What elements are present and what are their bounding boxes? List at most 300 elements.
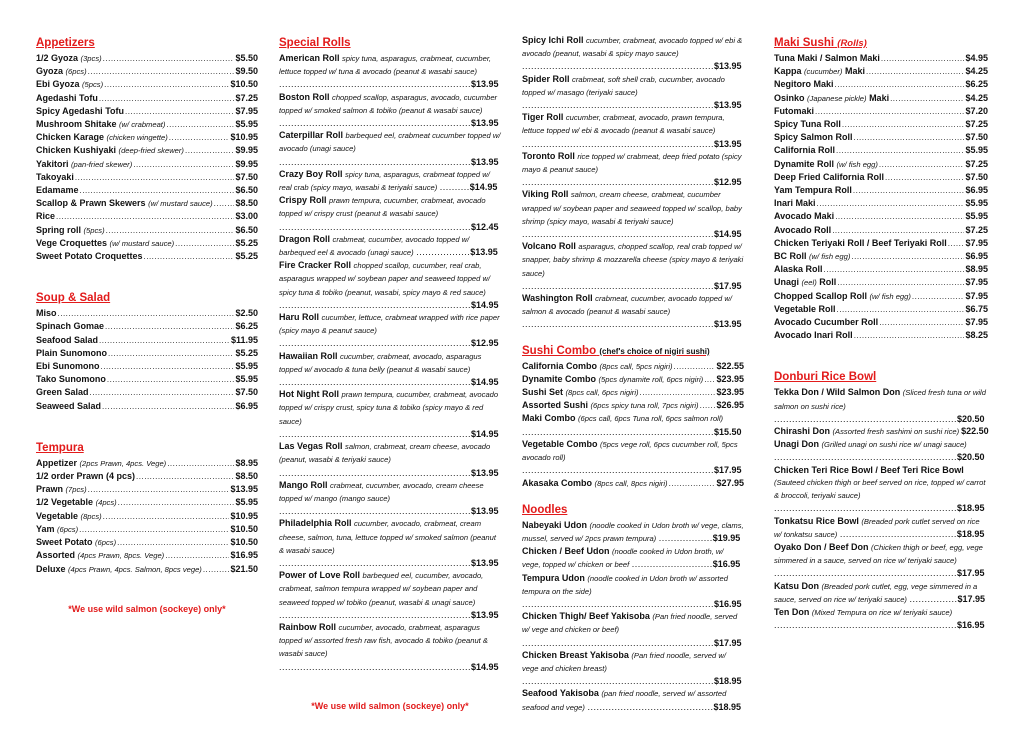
menu-item-leader: [107, 374, 235, 386]
menu-item-row: [36, 563, 258, 576]
menu-item-price: $5.25: [235, 237, 258, 248]
menu-item-name: Avocado Maki: [774, 211, 835, 222]
menu-item-body: [279, 259, 501, 311]
menu-item-row: [36, 373, 258, 386]
menu-item-name: Chicken Kushiyaki: [36, 145, 117, 156]
menu-item-price: $10.95: [230, 132, 258, 143]
menu-item-name: Chirashi Don: [774, 426, 831, 437]
menu-item-price: $7.25: [965, 158, 988, 169]
menu-item: [279, 388, 501, 440]
menu-item-desc: prawn tempura, cucumber, crabmeat, avocado topped w/ crispy crust (peanut & wasabi sauce): [279, 196, 486, 219]
menu-item: [522, 687, 744, 713]
menu-item-price: $5.95: [235, 497, 258, 508]
menu-item-leader: [117, 537, 229, 549]
menu-item: [36, 118, 258, 131]
menu-item-name: Futomaki: [774, 105, 815, 116]
menu-item-desc: (5pcs dynamite roll, 6pcs nigiri): [598, 374, 704, 384]
menu-item-price: $21.50: [230, 563, 258, 574]
menu-item-leader: [56, 211, 234, 223]
menu-item-name: Yakitori: [36, 158, 69, 169]
menu-item-name: Assorted Sushi: [522, 400, 589, 411]
menu-item-price: $4.25: [965, 92, 988, 103]
menu-item-desc: (deep-fried skewer): [118, 146, 184, 156]
menu-item-leader: ................................................................: [279, 79, 472, 90]
menu-item-row: [36, 400, 258, 413]
menu-item-row: [36, 386, 258, 399]
menu-item: [522, 412, 744, 437]
menu-item-leader: .............................................................: [774, 452, 958, 463]
menu-item: [522, 610, 744, 649]
menu-item-price: $7.95: [965, 277, 988, 288]
section-title: [774, 370, 988, 385]
menu-item: [36, 158, 258, 171]
menu-item-leader: ................................................................: [522, 637, 715, 648]
menu-item-desc: crabmeat, cucumber, avocado topped w/ barbequed eel & avocado (unagi sauce): [279, 234, 470, 258]
menu-item: [279, 350, 501, 389]
menu-item: [36, 360, 258, 373]
menu-item: [279, 569, 501, 621]
menu-item-leader: ................................................................: [522, 138, 715, 149]
menu-item-leader: ................................................................: [522, 229, 715, 240]
menu-item: [774, 250, 988, 263]
menu-item-desc: (4pcs Prawn, 8pcs. Vege): [77, 551, 165, 561]
menu-item-price: $11.95: [230, 334, 258, 345]
menu-item-row: [36, 197, 258, 210]
menu-item-name: Avocado Roll: [774, 224, 832, 235]
menu-item-leader: [105, 321, 234, 333]
menu-item-row: [36, 523, 258, 536]
menu-item-price: $6.95: [235, 400, 258, 411]
menu-item-leader: .......................................: [839, 528, 957, 539]
menu-section: [36, 291, 258, 413]
menu-item-row: [36, 510, 258, 523]
menu-item-leader: [79, 524, 229, 536]
menu-item-price: $7.25: [965, 224, 988, 235]
menu-item-body: [279, 440, 501, 479]
menu-item-body: [774, 464, 988, 515]
menu-item: [522, 373, 744, 386]
menu-item-name: Avocado Cucumber Roll: [774, 317, 879, 328]
menu-item-price: $12.95: [471, 338, 499, 349]
menu-item-leader: ................................................................: [279, 467, 472, 478]
menu-item-name: Caterpillar Roll: [279, 130, 344, 141]
menu-item-body: [279, 569, 501, 621]
menu-item-row: [774, 92, 988, 105]
menu-item-price: $18.95: [956, 528, 985, 539]
menu-item-row: [36, 105, 258, 118]
menu-item-desc: (w/ fish egg): [869, 291, 911, 301]
menu-item-name: Spinach Gomae: [36, 321, 105, 332]
menu-item: [774, 606, 988, 631]
menu-item: [774, 52, 988, 65]
menu-item-price: $17.95: [714, 637, 742, 648]
menu-item: [774, 224, 988, 237]
menu-item-name: Philadelphia Roll: [279, 518, 352, 529]
menu-item-row: [774, 425, 988, 438]
menu-item-leader: [144, 251, 235, 263]
menu-item-desc: (Sauteed chicken thigh or beef served on rice, topped w/ carrot & broccoli, teriyaki sauce): [774, 477, 986, 501]
menu-item-leader: ................................................................: [279, 299, 472, 310]
menu-item-leader: [75, 172, 235, 184]
menu-item-row: [36, 78, 258, 91]
menu-item-leader: ...........................: [631, 559, 713, 570]
menu-item: [36, 52, 258, 65]
menu-item-body: [522, 240, 744, 292]
menu-item-price: $10.50: [230, 537, 258, 548]
menu-item-desc: (7pcs): [65, 485, 87, 495]
menu-item-name: Chopped Scallop Roll: [774, 290, 868, 301]
menu-item-leader: [815, 106, 964, 118]
menu-item-price: $7.50: [965, 171, 988, 182]
menu-item-leader: [837, 277, 964, 289]
section-title-text: Soup & Salad: [36, 292, 111, 305]
menu-item-leader: [125, 106, 234, 118]
menu-item-row: [774, 197, 988, 210]
menu-item-leader: [835, 79, 965, 91]
menu-item-price: $10.50: [230, 523, 258, 534]
menu-item-leader: ................................................................: [522, 676, 715, 687]
menu-item-desc: spicy tuna, asparagus, crabmeat topped w/ real crab (spicy mayo, wasabi & teriyaki sauce): [279, 169, 490, 193]
section-title: [774, 36, 988, 51]
menu-item-body: [774, 438, 988, 463]
menu-item-price: $8.95: [235, 457, 258, 468]
menu-item-body: [279, 129, 501, 168]
menu-item-row: [36, 320, 258, 333]
menu-item-desc: (cucumber): [804, 67, 843, 77]
menu-item-leader: ..................: [416, 247, 471, 258]
section-title: [522, 344, 744, 359]
menu-item-price: $2.50: [235, 308, 258, 319]
menu-item-name: Tiger Roll: [522, 112, 564, 123]
menu-item-name: Mushroom Shitake: [36, 119, 117, 130]
menu-item-row: [774, 237, 988, 250]
menu-item-name: Nabeyaki Udon: [522, 519, 588, 530]
menu-item-body: [522, 572, 744, 611]
menu-item-row: [522, 373, 744, 386]
menu-item: [774, 425, 988, 438]
menu-item-leader: ................: [909, 593, 958, 604]
menu-item-leader: [817, 198, 965, 210]
menu-item-price: $13.95: [714, 100, 742, 111]
menu-item-leader: [175, 238, 234, 250]
menu-item-price: $14.95: [471, 377, 499, 388]
menu-item-leader: [674, 361, 716, 373]
menu-item-price: $7.95: [965, 317, 988, 328]
menu-item-price: $16.95: [957, 620, 985, 631]
menu-item-price: $14.95: [471, 299, 499, 310]
menu-item-leader: ................................................................: [279, 506, 472, 517]
menu-item-leader: [104, 79, 229, 91]
menu-item-desc: salmon, cream cheese, crabmeat, cucumber wrapped w/ soybean paper and seaweed topped w/ scallop, baby shrimp (spicy mayo, wasabi & teriyaki sauce): [522, 190, 742, 226]
menu-item-leader: ................................................................: [279, 377, 472, 388]
menu-item: [36, 549, 258, 562]
menu-item-row: [36, 347, 258, 360]
menu-item: [36, 92, 258, 105]
menu-item-name: Rainbow Roll: [279, 621, 336, 632]
menu-item-name: Rice: [36, 211, 56, 222]
menu-item-row: [36, 483, 258, 496]
menu-item-price: $18.95: [957, 503, 985, 514]
menu-item: [774, 78, 988, 91]
menu-item-price: $16.95: [230, 550, 258, 561]
menu-item-name: 1/2 Gyoza: [36, 53, 79, 63]
menu-item-row: [774, 65, 988, 78]
menu-item-desc: (6pcs): [57, 524, 79, 534]
menu-item-price: $5.95: [235, 119, 258, 130]
menu-item-price: $20.50: [957, 452, 985, 463]
menu-item-body: [279, 52, 501, 91]
menu-item: [36, 523, 258, 536]
menu-item: [36, 131, 258, 144]
menu-item: [279, 479, 501, 518]
menu-item-name: Spring roll: [36, 224, 81, 235]
menu-item-price: $3.00: [235, 211, 258, 222]
menu-section: [36, 36, 258, 263]
menu-item-name: Ebi Sunomono: [36, 361, 100, 372]
menu-item-leader: [835, 211, 964, 223]
menu-item-name: Kappa: [774, 66, 802, 77]
section-title-text: Appetizers: [36, 37, 95, 49]
menu-item-leader: [854, 132, 965, 144]
menu-item-name: Tonkatsu Rice Bowl: [774, 515, 859, 526]
menu-item-leader: .............................................................: [774, 568, 958, 579]
menu-item-name: Fire Cracker Roll: [279, 260, 352, 271]
menu-item-price: $15.50: [714, 426, 742, 437]
menu-item-row: [36, 52, 258, 65]
menu-item-name: Vegetable: [36, 510, 79, 521]
menu-item-price: $13.95: [471, 79, 499, 90]
section-title-text: Tempura: [36, 441, 84, 454]
menu-item-desc: (eel): [801, 278, 817, 288]
menu-item-name: Akasaka Combo: [522, 477, 593, 488]
menu-item-row: [36, 144, 258, 157]
menu-item: [36, 510, 258, 523]
menu-item: [774, 276, 988, 289]
menu-item-leader: ................................................................: [279, 557, 472, 568]
menu-item-row: [774, 78, 988, 91]
menu-item: [522, 649, 744, 688]
menu-item: [36, 184, 258, 197]
menu-item: [522, 111, 744, 150]
menu-item-leader: [214, 198, 235, 210]
menu-item-name: Spicy Salmon Roll: [774, 132, 853, 143]
menu-item-price: $6.50: [235, 185, 258, 196]
menu-item-price: $6.25: [235, 321, 258, 332]
menu-item-desc: (5pcs): [83, 225, 105, 235]
menu-item-leader: ................................................................: [522, 280, 715, 291]
menu-item-row: [774, 329, 988, 342]
menu-item-price: $14.95: [469, 182, 498, 193]
menu-item-row: [522, 386, 744, 399]
menu-item: [36, 334, 258, 347]
menu-item-leader: [99, 93, 235, 105]
menu-item: [279, 259, 501, 311]
menu-item-price: $8.50: [235, 198, 258, 209]
menu-item-desc: (pan fried noodle, served w/ assorted seafood and vege): [522, 689, 727, 712]
menu-item-leader: [640, 387, 716, 399]
menu-item: [36, 307, 258, 320]
menu-item-body: [279, 168, 501, 194]
menu-item-leader: [58, 308, 235, 320]
menu-item-desc: (w/ mustard sauce): [148, 199, 213, 209]
menu-item: [774, 386, 988, 425]
menu-item-body: [522, 412, 744, 437]
menu-item-desc: (Mixed Tempura on rice w/ teriyaki sauce): [811, 607, 953, 617]
menu-item-leader: [108, 348, 234, 360]
menu-item-desc: barbequed eel, crabmeat cucumber topped w/ avocado (unagi sauce): [279, 131, 501, 154]
menu-item-name: Miso: [36, 308, 57, 319]
menu-item-desc: (6pcs call, 6pcs Tuna roll, 6pcs salmon roll): [578, 414, 724, 424]
menu-item: [279, 233, 501, 259]
menu-item-row: [36, 237, 258, 250]
menu-item-price: $22.50: [961, 426, 989, 437]
menu-item: [774, 65, 988, 78]
menu-item-desc: (Pan fried noodle, served w/ vege and chicken breast): [522, 650, 726, 673]
menu-item-row: [36, 334, 258, 347]
menu-item-desc: (Pan fried noodle, served w/ vege and chicken or beef): [522, 612, 738, 635]
menu-item-name: Dynamite Roll: [774, 158, 835, 169]
menu-item: [36, 400, 258, 413]
menu-item-price: $17.95: [714, 465, 742, 476]
menu-item: [774, 131, 988, 144]
menu-item-name: Viking Roll: [522, 189, 569, 200]
menu-item-body: [279, 517, 501, 569]
menu-item-desc: (Breaded pork cutlet served on rice w/ tonkatsu sauce): [774, 516, 980, 539]
menu-item-row: [36, 210, 258, 223]
menu-item-name: Maki Combo: [522, 413, 576, 424]
menu-item-row: [36, 457, 258, 470]
menu-item: [522, 519, 744, 545]
menu-item-body: [522, 111, 744, 150]
menu-item-price: $6.95: [965, 185, 988, 196]
menu-item-name: Seaweed Salad: [36, 400, 102, 411]
menu-item-price: $12.45: [471, 221, 499, 232]
menu-item-price: $12.95: [714, 177, 742, 188]
menu-item-leader: ................................................................: [522, 61, 715, 72]
menu-item-name: Tako Sunomono: [36, 374, 106, 385]
menu-item-row: [774, 52, 988, 65]
menu-item-price: $6.25: [965, 79, 988, 90]
menu-item-price: $4.25: [965, 66, 988, 77]
menu-item-leader: [837, 304, 965, 316]
menu-item-row: [36, 224, 258, 237]
menu-item-body: [522, 292, 744, 331]
section-title: [36, 291, 258, 306]
menu-item-price: $14.95: [714, 229, 742, 240]
menu-item-leader: ................................................................: [522, 319, 715, 330]
menu-item-price: $10.95: [230, 510, 258, 521]
menu-item: [774, 197, 988, 210]
menu-item-name: Assorted: [36, 550, 76, 561]
menu-item-leader: [700, 400, 716, 412]
menu-item-price: $5.95: [965, 211, 988, 222]
menu-item-row: [774, 158, 988, 171]
menu-item-body: [522, 150, 744, 189]
menu-item: [36, 386, 258, 399]
menu-item-desc: crabmeat, soft shell crab, cucumber, avocado topped w/ masago (teriyaki sauce): [522, 74, 725, 97]
menu-item-body: [774, 580, 988, 606]
menu-item-leader: [88, 66, 235, 78]
menu-item-price: $13.95: [230, 484, 258, 495]
menu-item-leader: ..........................................: [587, 701, 714, 712]
menu-item-name: Hawaiian Roll: [279, 350, 338, 361]
salmon-note: *We use wild salmon (sockeye) only*: [68, 603, 226, 614]
menu-item: [774, 158, 988, 171]
menu-item-leader: [101, 361, 235, 373]
menu-item: [774, 263, 988, 276]
menu-item-name: 1/2 order Prawn (4 pcs): [36, 471, 136, 482]
section-title: [36, 36, 258, 51]
menu-item: [522, 572, 744, 611]
menu-column-1: [36, 34, 258, 614]
menu-item-body: [279, 311, 501, 350]
menu-item-desc: spicy tuna, asparagus, crabmeat, cucumber, lettuce topped w/ tuna & avocado (peanut & wasabi sauce): [279, 54, 492, 77]
section-title-text: Donburi Rice Bowl: [774, 371, 877, 384]
menu-item: [279, 517, 501, 569]
menu-item: [36, 457, 258, 470]
menu-item-name: Gyoza: [36, 66, 64, 77]
menu-item-leader: [103, 53, 235, 65]
menu-item: [774, 92, 988, 105]
menu-item-name: Alaska Roll: [774, 264, 823, 275]
menu-column-3: [522, 34, 744, 742]
menu-item-price: $18.95: [714, 676, 742, 687]
menu-item: [36, 536, 258, 549]
menu-item-desc: (pan-fried skewer): [71, 159, 133, 169]
menu-item-row: [774, 224, 988, 237]
menu-item-price: $6.75: [965, 303, 988, 314]
menu-item-desc: barbequed eel, cucumber, avocado, crabmeat, salmon tempura wrapped w/ soybean paper and seaweed topped w/ tobiko (peanut, wasabi & unagi sauce): [279, 571, 484, 607]
menu-item-name: Volcano Roll: [522, 241, 576, 252]
menu-item: [522, 477, 744, 490]
menu-item-price: $7.95: [965, 290, 988, 301]
menu-item-leader: .............................................................: [774, 620, 958, 631]
menu-item-desc: crabmeat, cucumber, avocado topped w/ salmon & avocado (peanut & wasabi sauce): [522, 294, 732, 317]
menu-item-desc: (4pcs): [95, 498, 117, 508]
menu-item-price: $13.95: [714, 319, 742, 330]
menu-item-body: [522, 687, 744, 713]
menu-item-leader: [853, 185, 965, 197]
menu-item-row: [774, 171, 988, 184]
menu-item-leader: [890, 93, 964, 105]
menu-item-name: 1/2 Vegetable: [36, 497, 94, 508]
menu-item-price: $5.95: [235, 374, 258, 385]
menu-item-desc: cucumber, lettuce, crabmeat wrapped with rice paper (spicy mayo & peanut sauce): [279, 313, 500, 336]
menu-item-desc: (w/ crabmeat): [119, 120, 166, 130]
menu-item-name: Prawn: [36, 484, 64, 495]
menu-item-price: $5.25: [235, 347, 258, 358]
menu-item-leader: [948, 238, 965, 250]
menu-item-price: $8.95: [965, 264, 988, 275]
menu-item-desc: (Breaded pork cutlet, egg, vege simmered in a sauce, served on rice w/ teriyaki sauce): [774, 581, 978, 604]
menu-item-price: $7.20: [965, 105, 988, 116]
menu-item-row: [36, 92, 258, 105]
menu-item-desc: (chicken wingette): [106, 133, 168, 143]
menu-item-name: Osinko: [774, 92, 805, 103]
menu-item-price: $13.95: [471, 557, 499, 568]
menu-item-desc: (6pcs): [65, 67, 87, 77]
menu-item-price: $18.95: [713, 701, 741, 712]
menu-item-leader: [879, 159, 965, 171]
menu-item-name: Crispy Roll: [279, 195, 327, 206]
menu-item-price: $5.95: [965, 145, 988, 156]
menu-item-row: [774, 131, 988, 144]
menu-item-leader: ................................................................: [522, 426, 715, 437]
menu-item-leader: [167, 458, 234, 470]
menu-item-desc: (Sliced fresh tuna or wild salmon on sushi rice): [774, 388, 986, 411]
menu-item-name: Tekka Don / Wild Salmon Don: [774, 387, 901, 398]
menu-item-price: $5.50: [235, 53, 258, 63]
